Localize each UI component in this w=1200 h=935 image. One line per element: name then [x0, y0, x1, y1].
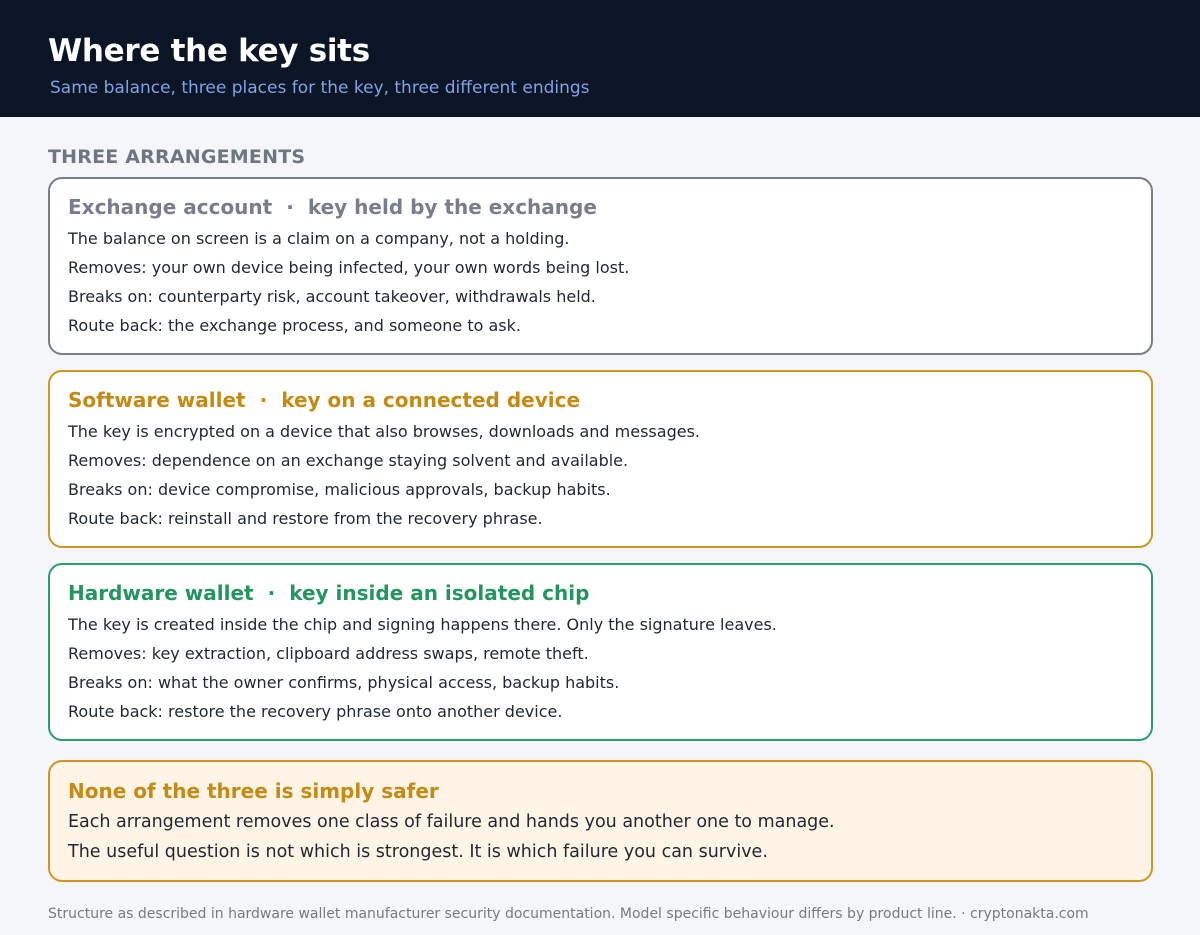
card-line: Removes: dependence on an exchange staying solvent and available.	[68, 451, 629, 470]
card-key-location: key on a connected device	[281, 388, 581, 412]
header-banner	[0, 0, 1200, 117]
source-footer: Structure as described in hardware wallet manufacturer security documentation. Model specific behaviour differs by product line. · cryptonakta.com	[48, 906, 1089, 922]
separator-dot: ·	[267, 581, 276, 605]
section-label: THREE ARRANGEMENTS	[48, 146, 306, 168]
note-title: None of the three is simply safer	[68, 779, 439, 803]
card-hardware-wallet	[48, 563, 1153, 741]
note-line: Each arrangement removes one class of failure and hands you another one to manage.	[68, 812, 835, 832]
summary-note-card	[48, 760, 1153, 882]
card-line: Route back: reinstall and restore from the recovery phrase.	[68, 509, 543, 528]
card-name: Exchange account	[68, 195, 273, 219]
card-line: Breaks on: what the owner confirms, physical access, backup habits.	[68, 673, 620, 692]
page-title: Where the key sits	[48, 33, 370, 69]
card-line: Breaks on: counterparty risk, account takeover, withdrawals held.	[68, 287, 596, 306]
card-software-wallet	[48, 370, 1153, 548]
card-exchange-account	[48, 177, 1153, 355]
card-title	[68, 388, 580, 412]
card-line: Removes: your own device being infected, your own words being lost.	[68, 258, 630, 277]
card-line: Breaks on: device compromise, malicious approvals, backup habits.	[68, 480, 611, 499]
card-line: The key is encrypted on a device that also browses, downloads and messages.	[68, 422, 700, 441]
card-key-location: key inside an isolated chip	[289, 581, 590, 605]
page-subtitle: Same balance, three places for the key, three different endings	[50, 78, 590, 98]
separator-dot: ·	[286, 195, 294, 219]
card-line: The balance on screen is a claim on a company, not a holding.	[68, 229, 570, 248]
separator-dot: ·	[259, 388, 268, 412]
card-title	[68, 581, 589, 605]
note-line: The useful question is not which is strongest. It is which failure you can survive.	[68, 842, 768, 862]
card-line: The key is created inside the chip and signing happens there. Only the signature leaves.	[68, 615, 777, 634]
card-line: Removes: key extraction, clipboard address swaps, remote theft.	[68, 644, 589, 663]
card-title	[68, 195, 597, 219]
card-line: Route back: the exchange process, and someone to ask.	[68, 316, 521, 335]
card-line: Route back: restore the recovery phrase onto another device.	[68, 702, 563, 721]
card-name: Hardware wallet	[68, 581, 254, 605]
card-key-location: key held by the exchange	[307, 195, 597, 219]
card-name: Software wallet	[68, 388, 246, 412]
